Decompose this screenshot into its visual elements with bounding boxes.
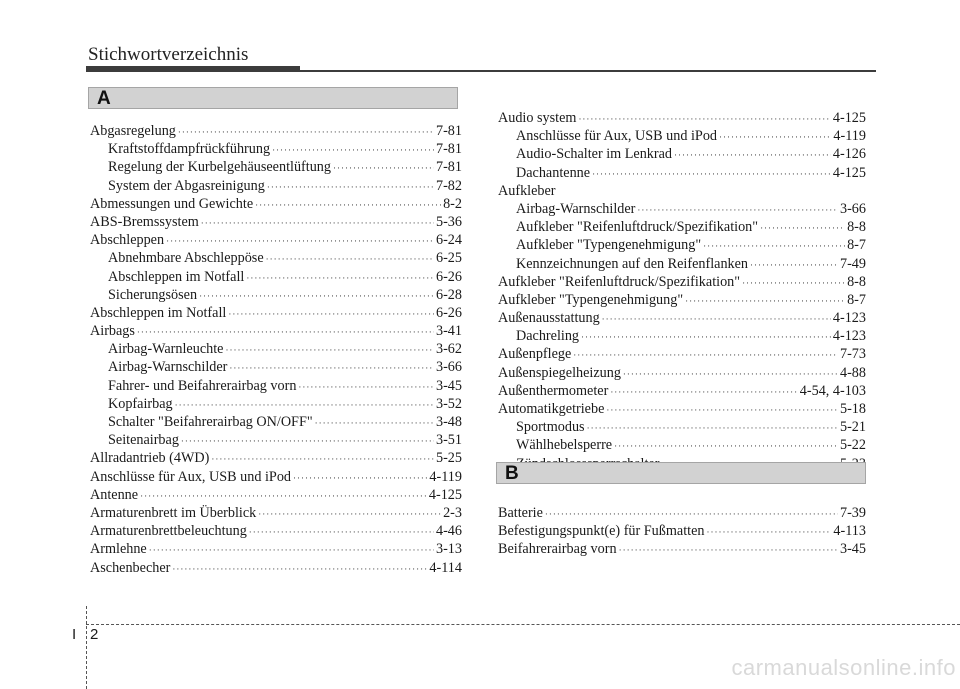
section-a-heading: A [88,87,458,109]
leader-dots [228,310,434,319]
leader-dots [333,164,434,173]
index-entry [498,541,866,559]
index-page-ref: 5-18 [839,401,866,417]
index-entry [90,341,462,359]
index-page-ref: 3-45 [839,541,866,558]
index-term: Außenausstattung [498,310,600,327]
index-term: Airbag-Warnleuchte [108,341,224,358]
index-entry [498,237,866,255]
index-term: ABS-Bremssystem [90,213,199,230]
index-entry [90,432,462,450]
leader-dots [674,151,831,160]
index-entry [90,214,462,232]
index-term: Aufkleber "Typengenehmigung" [498,291,684,308]
index-term: Außenthermometer [498,382,609,399]
index-page-ref: 6-24 [435,232,462,249]
index-entry [498,219,866,237]
index-entry [498,146,866,164]
index-term: Airbag-Warnschilder [108,359,228,376]
index-page-ref: 5-36 [435,213,462,230]
index-term: Kennzeichnungen auf den Reifenflanken [516,255,749,272]
index-term: Batterie [498,505,543,521]
index-page-ref: 8-2 [443,195,462,212]
leader-dots [573,351,838,360]
index-entry [90,414,462,432]
index-term: Aschenbecher [90,559,171,576]
index-entry [90,196,462,214]
index-term: Dachreling [516,328,580,345]
index-page-ref: 6-25 [435,250,462,267]
leader-dots [298,383,434,392]
index-entry [498,437,866,455]
index-entry [498,383,866,401]
index-page-ref: 3-66 [839,200,866,217]
index-page-ref: 7-73 [839,346,866,363]
index-page-ref: 5-22 [839,437,866,454]
index-page-ref: 3-45 [435,377,462,394]
index-term: Aufkleber "Reifenluftdruck/Spezifikation" [498,273,741,290]
leader-dots [175,401,434,410]
index-term: Armaturenbrettbeleuchtung [90,523,247,540]
leader-dots [178,128,434,137]
index-page-ref: 3-51 [435,432,462,449]
index-page-ref: 4-119 [429,468,462,485]
header-rule-thick [86,66,300,72]
index-term: Abmessungen und Gewichte [90,195,254,212]
index-page-ref: 4-123 [832,328,866,345]
index-entry [498,274,866,292]
index-entry [498,401,866,419]
index-page-ref: 8-8 [847,273,866,290]
leader-dots [545,510,838,519]
index-entry [90,269,462,287]
index-entry [498,523,866,541]
index-entry [90,123,462,141]
leader-dots [614,442,838,451]
footer-rule [86,624,960,625]
leader-dots [719,133,831,142]
index-term: Abschleppen im Notfall [90,304,227,321]
index-entry [90,505,462,523]
index-term: Abschleppen im Notfall [108,268,245,285]
leader-dots [623,370,838,379]
index-term: Fahrer- und Beifahrerairbag vorn [108,377,297,394]
index-page-ref: 3-62 [435,341,462,358]
index-term: Seitenairbag [108,432,179,449]
index-column-right [498,110,866,474]
index-term: Abschleppen [90,232,165,249]
index-term: Wählhebelsperre [516,437,613,454]
leader-dots [255,201,441,210]
index-entry [498,310,866,328]
leader-dots [272,146,434,155]
footer-divider [86,606,87,689]
index-term: Antenne [90,486,139,503]
index-page-ref: 4-88 [839,364,866,381]
index-entry [90,250,462,268]
footer-chapter: I [72,626,77,643]
index-entry [90,178,462,196]
index-entry [498,183,866,201]
index-page-ref: 6-26 [435,304,462,321]
leader-dots [246,274,434,283]
leader-dots [199,292,434,301]
index-page-ref: 5-25 [435,450,462,467]
index-term: Airbag-Warnschilder [516,200,636,217]
index-term: Außenpflege [498,346,572,363]
index-page-ref: 3-41 [435,323,462,340]
index-term: Armlehne [90,541,147,558]
index-term: Außenspiegelheizung [498,364,621,381]
leader-dots [619,546,838,555]
index-entry [90,359,462,377]
index-page-ref: 4-126 [832,146,866,163]
index-page-ref: 4-125 [832,164,866,181]
index-term: Anschlüsse für Aux, USB und iPod [90,468,292,485]
index-page-ref: 3-66 [435,359,462,376]
index-entry [498,292,866,310]
index-term: Abgasregelung [90,123,176,139]
leader-dots [742,279,845,288]
index-entry [498,128,866,146]
index-entry [90,232,462,250]
index-term: Beifahrerairbag vorn [498,541,617,558]
index-term: Sicherungsösen [108,286,198,303]
index-term: Aufkleber [498,182,556,199]
header-rule-thin [300,70,876,72]
leader-dots [293,474,427,483]
leader-dots [610,388,797,397]
index-page-ref: 6-26 [435,268,462,285]
index-page-ref: 4-119 [833,128,866,145]
leader-dots [137,328,434,337]
index-page-ref: 4-54, 4-103 [799,382,866,399]
index-entry [498,256,866,274]
index-page-ref: 6-28 [435,286,462,303]
leader-dots [229,364,434,373]
index-term: Anschlüsse für Aux, USB und iPod [516,128,718,145]
leader-dots [181,437,434,446]
index-term: Befestigungspunkt(e) für Fußmatten [498,523,705,540]
leader-dots [258,510,441,519]
section-b-heading: B [496,462,866,484]
leader-dots [685,297,845,306]
index-page-ref: 8-7 [847,291,866,308]
index-entry [498,419,866,437]
index-entry [498,505,866,523]
leader-dots [267,183,434,192]
index-entry [90,541,462,559]
index-term: Allradantrieb (4WD) [90,450,210,467]
leader-dots [760,224,845,233]
index-entry [90,159,462,177]
index-term: System der Abgasreinigung [108,177,265,194]
index-page-ref: 4-125 [832,110,866,126]
leader-dots [592,170,831,179]
index-entry [498,365,866,383]
index-entry [90,305,462,323]
index-entry [90,487,462,505]
leader-dots [172,565,427,574]
leader-dots [149,546,434,555]
index-term: Sportmodus [516,419,585,436]
index-entry [90,287,462,305]
index-page-ref: 7-81 [435,123,462,139]
index-term: Abnehmbare Abschleppöse [108,250,264,267]
index-term: Kopfairbag [108,395,173,412]
index-entry [498,328,866,346]
index-page-ref: 7-49 [839,255,866,272]
leader-dots [249,528,434,537]
leader-dots [587,424,838,433]
index-term: Airbags [90,323,135,340]
leader-dots [578,115,830,124]
leader-dots [201,219,434,228]
index-page-ref: 4-113 [833,523,866,540]
index-entry [498,346,866,364]
index-page-ref: 4-125 [428,486,462,503]
index-term: Armaturenbrett im Überblick [90,504,257,521]
leader-dots [703,242,845,251]
leader-dots [606,406,838,415]
index-term: Dachantenne [516,164,591,181]
index-entry [90,450,462,468]
leader-dots [166,237,434,246]
index-page-ref: 3-48 [435,414,462,430]
index-page-ref: 7-82 [435,177,462,194]
leader-dots [140,492,427,501]
index-page-ref: 8-8 [847,219,866,236]
index-page-ref: 8-7 [847,237,866,254]
index-term: Regelung der Kurbelgehäuseentlüftung [108,159,331,176]
index-page-ref: 4-114 [429,559,462,576]
index-entry [90,523,462,541]
watermark: carmanualsonline.info [731,655,956,680]
leader-dots [211,455,434,464]
index-entry [498,110,866,128]
leader-dots [637,206,838,215]
index-term: Aufkleber "Reifenluftdruck/Spezifikation" [516,219,759,236]
leader-dots [706,528,831,537]
index-page-ref: 5-21 [839,419,866,436]
index-entry [90,378,462,396]
leader-dots [225,346,434,355]
index-page-ref: 3-52 [435,395,462,412]
page-title: Stichwortverzeichnis [88,44,249,65]
index-page-ref: 2-3 [443,504,462,521]
index-page-ref: 7-81 [435,159,462,176]
leader-dots [602,315,831,324]
index-entry [90,396,462,414]
index-entry [498,201,866,219]
index-page-ref: 7-39 [839,505,866,521]
index-page-ref: 7-81 [435,141,462,158]
index-entry [90,469,462,487]
index-term: Automatikgetriebe [498,401,605,417]
leader-dots [750,261,838,270]
index-entry [90,141,462,159]
index-column-left [90,123,462,578]
index-term: Audio system [498,110,577,126]
index-entry [498,165,866,183]
index-term: Audio-Schalter im Lenkrad [516,146,673,163]
index-entry [90,323,462,341]
index-page-ref: 4-46 [435,523,462,540]
leader-dots [266,255,434,264]
index-term: Schalter "Beifahrerairbag ON/OFF" [108,414,313,430]
index-term: Kraftstoffdampfrückführung [108,141,271,158]
index-term: Aufkleber "Typengenehmigung" [516,237,702,254]
index-page-ref: 4-123 [832,310,866,327]
index-column-b [498,505,866,560]
index-entry [90,560,462,578]
leader-dots [315,419,434,428]
footer-page-number: 2 [90,626,99,643]
leader-dots [581,333,831,342]
index-page-ref: 3-13 [435,541,462,558]
